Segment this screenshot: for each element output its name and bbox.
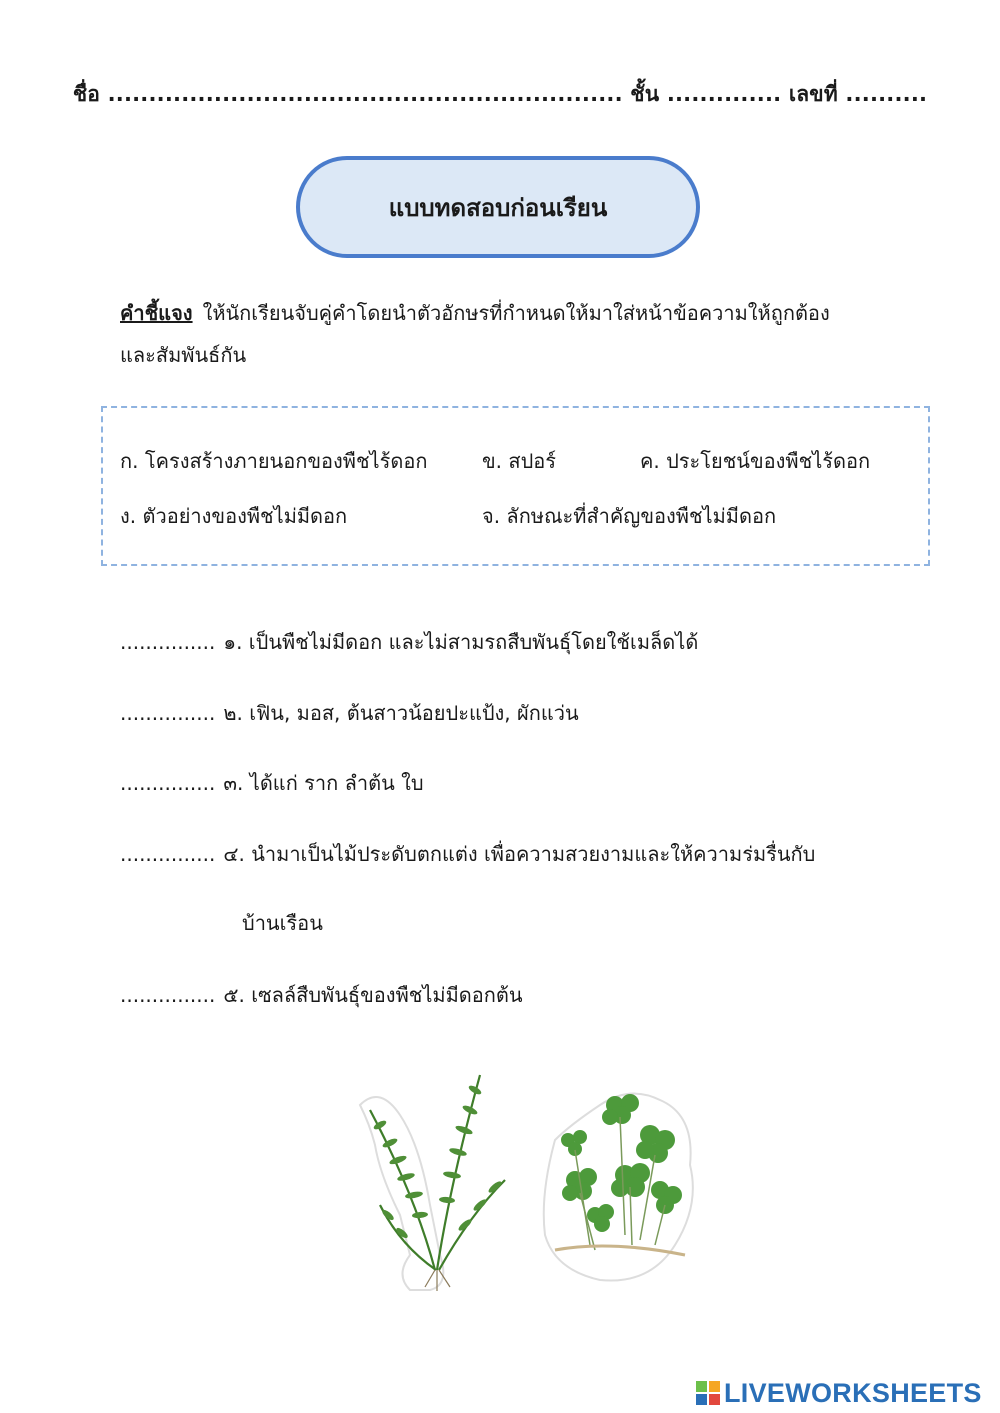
question-1 [120,626,698,658]
number-label: เลขที่ [788,82,838,106]
name-blank[interactable]: ............................................................... [107,82,623,106]
clover-image [544,1094,693,1281]
question-3-text: ๓. ได้แก่ ราก ลำต้น ใบ [223,771,424,795]
instructions-line-2: และสัมพันธ์กัน [120,343,247,367]
answer-blank-3[interactable]: ............... [120,771,216,795]
choice-kho-khwai: ค. ประโยชน์ของพืชไร้ดอก [640,449,871,473]
title-banner [296,156,700,258]
plant-illustrations [340,1055,710,1300]
liveworksheets-mark-icon [696,1381,720,1405]
answer-blank-1[interactable]: ............... [120,630,216,654]
student-info-line [0,78,1000,111]
instructions-line-1 [120,292,880,334]
choice-box [101,406,930,566]
question-4-text: ๔. นำมาเป็นไม้ประดับตกแต่ง เพื่อความสวยงามและให้ความร่มรื่นกับ [223,842,816,866]
answer-blank-5[interactable]: ............... [120,983,216,1007]
fern-image [360,1075,505,1291]
question-5-text: ๕. เซลล์สืบพันธุ์ของพืชไม่มีดอกต้น [223,983,523,1007]
class-label: ชั้น [630,82,660,106]
question-2-text: ๒. เฟิน, มอส, ต้นสาวน้อยปะแป้ง, ผักแว่น [223,701,579,725]
choice-ngo: ง. ตัวอย่างของพืชไม่มีดอก [120,504,348,528]
question-2 [120,697,579,729]
instructions [120,292,880,376]
question-4-continuation: บ้านเรือน [242,911,323,935]
choice-kho: ข. สปอร์ [482,449,557,473]
liveworksheets-logo [696,1378,982,1408]
number-blank[interactable]: .......... [845,82,928,106]
class-blank[interactable]: .............. [666,82,782,106]
instructions-text-1: ให้นักเรียนจับคู่คำโดยนำตัวอักษรที่กำหนดให้มาใส่หน้าข้อความให้ถูกต้อง [202,301,830,325]
question-5 [120,979,523,1011]
name-label: ชื่อ [72,82,101,106]
choice-cho: จ. ลักษณะที่สำคัญของพืชไม่มีดอก [482,504,777,528]
question-3 [120,767,424,799]
question-1-text: ๑. เป็นพืชไม่มีดอก และไม่สามรถสืบพันธุ์โดยใช้เมล็ดได้ [223,630,699,654]
page-title: แบบทดสอบก่อนเรียน [388,193,608,222]
answer-blank-4[interactable]: ............... [120,842,216,866]
choice-ko: ก. โครงสร้างภายนอกของพืชไร้ดอก [120,449,428,473]
answer-blank-2[interactable]: ............... [120,701,216,725]
question-4 [120,838,815,870]
watermark-text: LIVEWORKSHEETS [724,1377,982,1408]
instructions-label: คำชี้แจง [120,301,193,325]
